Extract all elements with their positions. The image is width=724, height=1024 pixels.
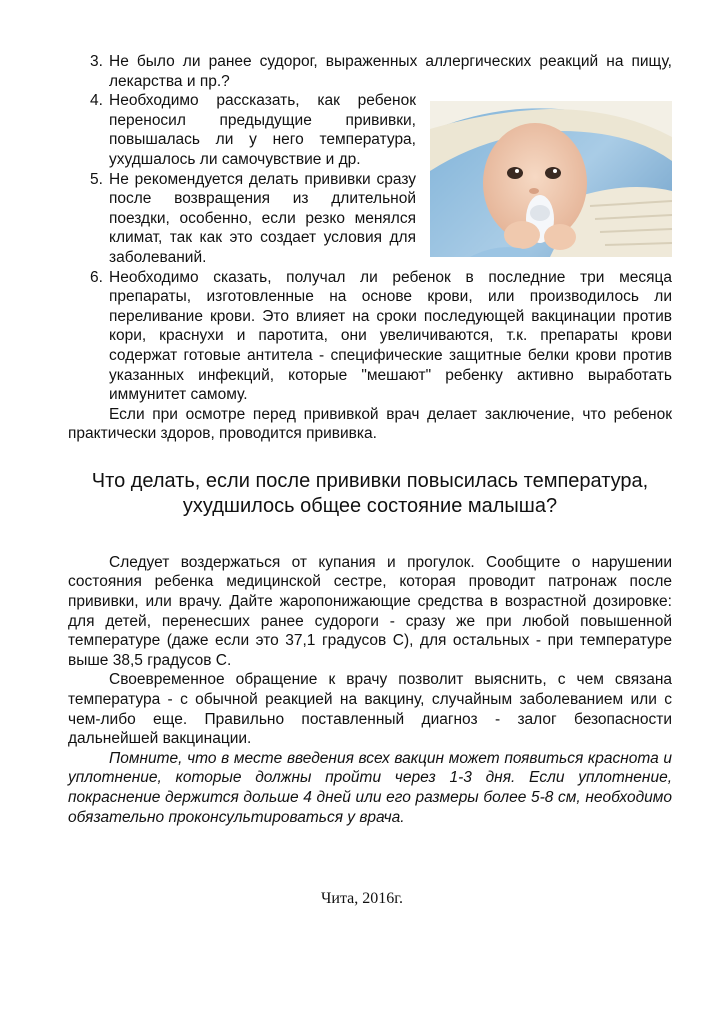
- numbered-list: [68, 52, 672, 405]
- list-item: [68, 268, 672, 405]
- paragraph-italic-note: Помните, что в месте введения всех вакцин может появиться краснота и уплотнение, которые должны пройти через 1-3 дня. Если уплотнение, покраснение держится дольше 4 дней или его размеры более 5-8 см, необходимо обязательно проконсультироваться у врача.: [68, 749, 672, 826]
- spacer: [68, 519, 672, 553]
- list-item-number: 5.: [90, 170, 103, 188]
- page-content: [68, 52, 672, 827]
- section-heading: Что делать, если после прививки повысилась температура, ухудшилось общее состояние малыша?: [91, 469, 649, 517]
- list-item-text: Необходимо сказать, получал ли ребенок в последние три месяца препараты, изготовленные на основе крови, или производилось ли переливание крови. Это влияет на сроки последующей вакцинации против кори, краснухи и паротита, они увеличиваются, т.к. препараты крови содержат готовые антитела - специфические защитные белки крови против указанных инфекций, которые "мешают" ребенку активно выработать иммунитет самому.: [109, 268, 672, 404]
- list-item-number: 6.: [90, 268, 103, 286]
- list-item-text: Необходимо рассказать, как ребенок переносил предыдущие прививки, повышалась ли у него температура, ухудшалось ли самочувствие и др.: [109, 92, 416, 168]
- list-item-number: 4.: [90, 92, 103, 110]
- footer-place-date: Чита, 2016г.: [320, 890, 403, 907]
- list-item-number: 3.: [90, 53, 103, 70]
- paragraph-conclusion: Если при осмотре перед прививкой врач делает заключение, что ребенок практически здоров, проводится прививка.: [68, 405, 672, 443]
- paragraph: Следует воздержаться от купания и прогулок. Сообщите о нарушении состояния ребенка медицинской сестре, которая проводит патронаж после прививки, или врачу. Дайте жаропонижающие средства в возрастной дозировке: для детей, перенесших ранее судороги - сразу же при любой повышенной температуре (даже если это 37,1 градусов С), для остальных - при температуре выше 38,5 градусов С.: [68, 553, 672, 669]
- list-item: [68, 91, 672, 169]
- list-item: [68, 170, 672, 268]
- list-item-text: Не рекомендуется делать прививки сразу после возвращения из длительной поездки, особенно, если резко менялся климат, так как это создает условия для заболеваний.: [109, 170, 416, 266]
- list-item: [68, 52, 672, 91]
- paragraph: Своевременное обращение к врачу позволит выяснить, с чем связана температура - с обычной реакцией на вакцину, случайным заболеванием или с чем-либо еще. Правильно поставленный диагноз - залог безопасности дальнейшей вакцинации.: [68, 671, 672, 748]
- list-item-text: Не было ли ранее судорог, выраженных аллергических реакций на пищу, лекарства и пр.?: [109, 53, 672, 90]
